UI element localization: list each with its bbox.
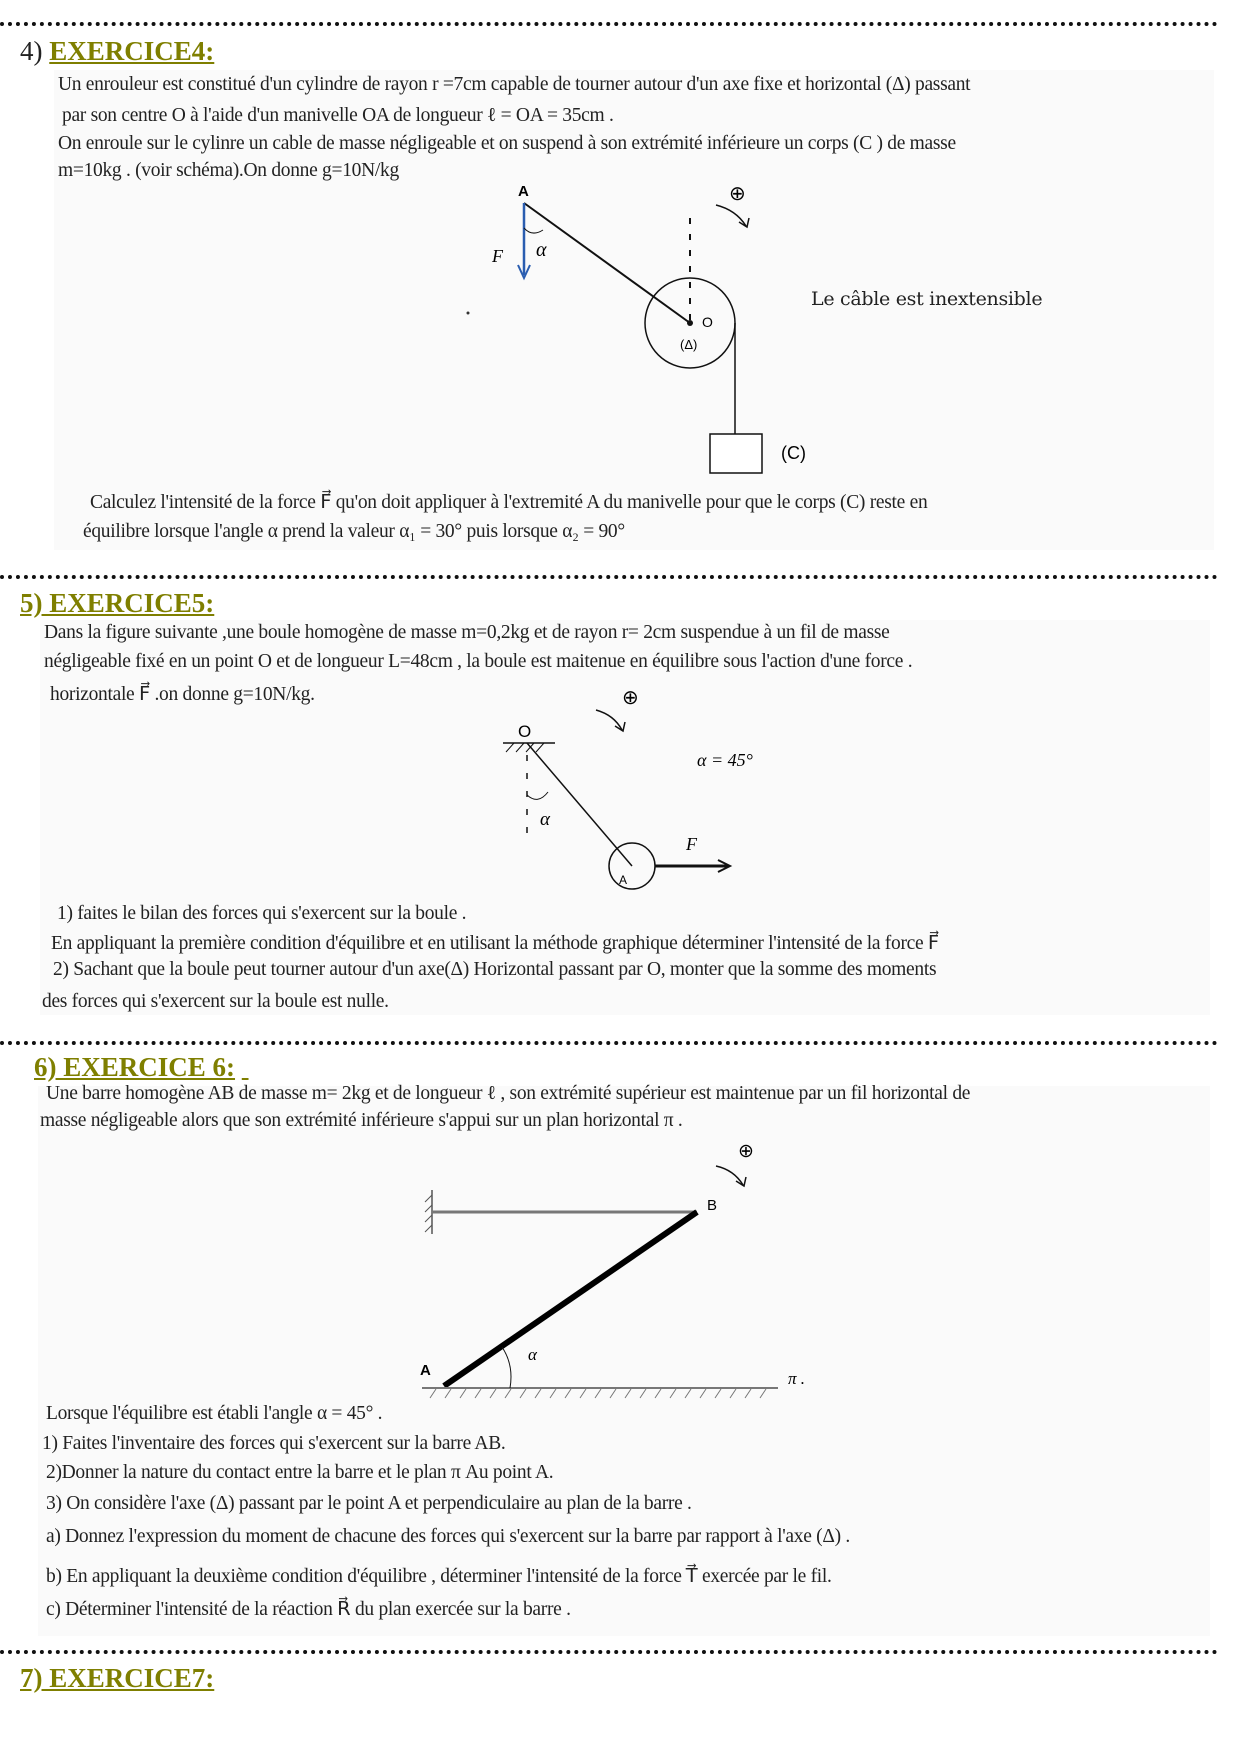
alpha-value: α = 45° [697,750,753,770]
ex6-title: 6) EXERCICE 6: [34,1052,236,1082]
ex6-text-line: masse négligeable alors que son extrémité inférieure s'appui sur un plan horizontal π . [40,1110,683,1131]
label-F: F⃗ [686,834,711,854]
ex6-question-line: 1) Faites l'inventaire des forces qui s'exercent sur la barre AB. [42,1433,506,1454]
ex7-heading [20,1663,214,1694]
label-alpha: α [536,239,547,261]
ex4-title: EXERCICE4: [49,36,215,66]
wall-hatching [425,1195,432,1232]
ex6-question-line: Lorsque l'équilibre est établi l'angle α = 45° . [46,1403,383,1424]
ex5-text-line: négligeable fixé en un point O et de longueur L=48cm , la boule est maitenue en équilibre sous l'action d'une force . [44,651,913,672]
ex6-question-line: 2)Donner la nature du contact entre la barre et le plan π Au point A. [46,1462,554,1483]
ex5-title: 5) EXERCICE5: [20,588,215,618]
label-F: F⃗ [492,246,517,266]
positive-direction-icon: ⊕ [729,183,746,205]
label-delta: (Δ) [680,337,698,352]
ex6-question-line: a) Donnez l'expression du moment de chacune des forces qui s'exercent sur la barre par rapport à l'axe (Δ) . [46,1526,850,1547]
bar-AB [444,1212,697,1386]
ex4-text-line: On enroule sur le cylinre un cable de masse négligeable et on suspend à son extrémité inférieure un corps (C ) de masse [58,133,956,154]
label-alpha: α [528,1345,537,1364]
plane-hatching [430,1389,766,1398]
ex4-text-line: m=10kg . (voir schéma).On donne g=10N/kg [58,160,399,181]
ex7-title: 7) EXERCICE7: [20,1663,215,1693]
label-pi: π . [788,1369,806,1388]
positive-direction-icon: ⊕ [738,1141,754,1162]
ex5-question-line: En appliquant la première condition d'équilibre et en utilisant la méthode graphique déterminer l'intensité de la force F⃗ [51,933,939,954]
ex5-question-line: 1) faites le bilan des forces qui s'exercent sur la boule . [57,903,467,924]
ex4-note: Le câble est inextensible [811,288,1043,310]
label-O: O [518,722,532,741]
ex5-question-line: des forces qui s'exercent sur la boule est nulle. [42,991,389,1012]
ex4-text-line: par son centre O à l'aide d'un manivelle OA de longueur ℓ = OA = 35cm . [62,105,614,126]
label-A: A [420,1362,431,1379]
ex4-number: 4) [20,36,43,66]
ex6-question-line: c) Déterminer l'intensité de la réaction R⃗ du plan exercée sur la barre . [46,1599,571,1620]
angle-arc [502,1347,511,1388]
label-A: A [619,873,628,887]
label-alpha: α [540,809,550,830]
ex6-text-line: Une barre homogène AB de masse m= 2kg et de longueur ℓ , son extrémité supérieur est maintenue par un fil horizontal de [46,1083,971,1104]
ex5-text-line: Dans la figure suivante ,une boule homogène de masse m=0,2kg et de rayon r= 2cm suspendue à un fil de masse [44,622,890,643]
positive-direction-icon: ⊕ [622,687,639,709]
label-A: A [518,183,529,200]
label-C: (C) [781,443,806,463]
label-B: B [707,1197,718,1214]
ex6-question-line: b) En appliquant la deuxième condition d'équilibre , déterminer l'intensité de la force T⃗ exercée par le fil. [46,1566,832,1587]
label-O: O [702,314,713,330]
ex4-question-line: Calculez l'intensité de la force F⃗ qu'on doit appliquer à l'extremité A du manivelle pour que le corps (C) reste en [90,492,928,513]
ex4-text-line: Un enrouleur est constitué d'un cylindre de rayon r =7cm capable de tourner autour d'un axe fixe et horizontal (Δ) passant [58,74,971,95]
ex5-question-line: 2) Sachant que la boule peut tourner autour d'un axe(Δ) Horizontal passant par O, monter que la somme des moments [53,959,937,980]
ex4-question-line: équilibre lorsque l'angle α prend la valeur α₁ = 30° puis lorsque α₂ = 90° [83,521,625,542]
ex5-text-line: horizontale F⃗ .on donne g=10N/kg. [50,684,315,705]
ex6-question-line: 3) On considère l'axe (Δ) passant par le point A et perpendiculaire au plan de la barre . [46,1493,692,1514]
dotted-separator [0,1650,1218,1654]
